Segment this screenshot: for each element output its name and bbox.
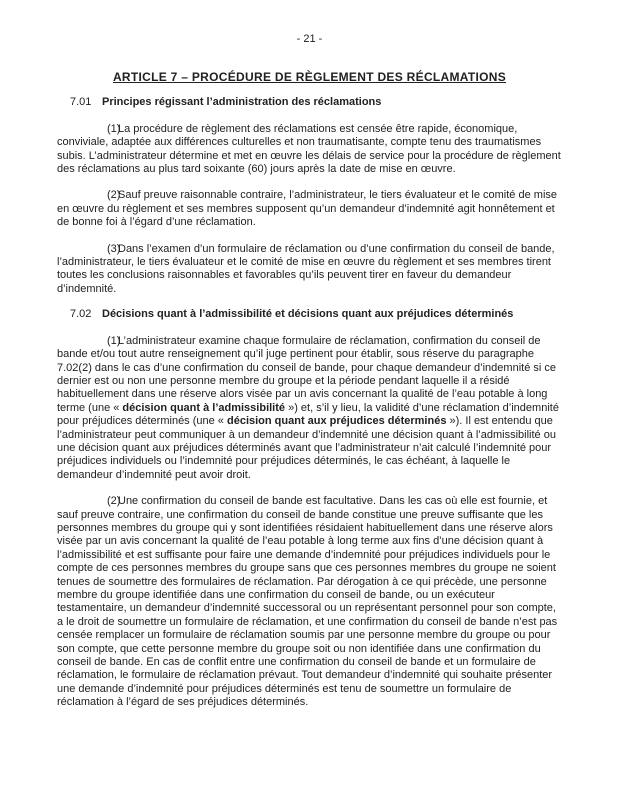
paragraph-text: Une confirmation du conseil de bande est facultative. Dans les cas où elle est fournie, et sauf preuve contraire, une confirmation du conseil de bande constitue une preuve suffisante que les personnes membres du groupe qui y sont identifiées résidaient habituellement dans une réserve alors visée par un avis concernant la qualité de l’eau potable à long terme aux fins d’une décision quant à l’admissibilité et est suffisante pour faire une demande d’indemnité pour préjudices individuels pour le compte de ces personnes membres du groupe sans que ces personnes membres du groupe ne soient tenues de soumettre des formulaires de réclamation. Par dérogation à ce qui précède, une personne membre du groupe identifiée dans une confirmation du conseil de bande, ou un exécuteur testamentaire, un demandeur d’indemnité successoral ou un représentant personnel pour son compte, a le droit de soumettre un formulaire de réclamation, et une confirmation du conseil de bande n’est pas censée remplacer un formulaire de réclamation soumis par une personne membre du groupe ou pour son compte, que cette personne membre du groupe soit ou non identifiée dans une confirmation du conseil de bande. En cas de conflit entre une confirmation du conseil de bande et un formulaire de réclamation, le formulaire de réclamation prévaut. Tout demandeur d’indemnité qui souhaite présenter une demande d’indemnité pour préjudices déterminés est tenu de soumettre un formulaire de réclamation à l’égard de ses préjudices déterminés. — [57, 495, 558, 709]
defined-term-decision-admissibilite: décision quant à l’admissibilité — [122, 401, 286, 414]
section-heading-row — [70, 96, 562, 109]
paragraph-run: ») et, s’il y lieu, la validité d’une réclamation d’indemnité pour préjudices déterminés (une « — [57, 401, 559, 428]
paragraph-number: (2) — [107, 189, 121, 202]
section-number: 7.02 — [70, 308, 92, 321]
paragraph-run: »). Il est entendu que l’administrateur peut communiquer à un demandeur d’indemnité une décision quant à l’admissibilité ou une décision quant aux préjudices déterminés avant que l’administrateur n’ait calculé l’indemnité pour préjudices individuels ou l’indemnité pour préjudices déterminés, le cas échéant, à laquelle le demandeur d’indemnité peut avoir droit. — [57, 415, 556, 481]
section-number: 7.01 — [70, 96, 92, 109]
paragraph-text: Sauf preuve raisonnable contraire, l’administrateur, le tiers évaluateur et le comité de mise en œuvre du règlement et ses membres supposent qu’un demandeur d’indemnité agit honnêtement et de bonne foi à l’égard d’une réclamation. — [57, 189, 558, 229]
paragraph-text: La procédure de règlement des réclamations est censée être rapide, économique, conviviale, adaptée aux différences culturelles et non traumatisante, compte tenu des traumatismes subis. L’administrateur détermine et met en œuvre les délais de service pour la procédure de règlement des réclamations au plus tard soixante (60) jours après la date de mise en œuvre. — [57, 122, 561, 176]
section-7-01 — [57, 96, 562, 296]
paragraph-text: Dans l’examen d’un formulaire de réclamation ou d’une confirmation du conseil de bande, l’administrateur, le tiers évaluateur et le comité de mise en œuvre du règlement et ses membres tirent toutes les conclusions raisonnables et favorables qu’ils peuvent tirer en faveur du demandeur d’indemnité. — [57, 242, 555, 295]
paragraph-7-02-1 — [57, 335, 562, 482]
paragraph-7-01-2 — [57, 189, 562, 229]
section-heading: Principes régissant l’administration des réclamations — [102, 96, 382, 109]
section-heading: Décisions quant à l’admissibilité et décisions quant aux préjudices déterminés — [102, 308, 514, 321]
paragraph-7-01-1 — [57, 123, 562, 177]
article-title: ARTICLE 7 – PROCÉDURE DE RÈGLEMENT DES RÉCLAMATIONS — [112, 70, 507, 85]
paragraph-number: (1) — [107, 122, 121, 135]
section-7-02 — [57, 308, 562, 709]
paragraph-7-02-2 — [57, 495, 562, 710]
page-number: - 21 - — [296, 33, 323, 45]
paragraph-number: (2) — [107, 495, 121, 508]
section-heading-row — [70, 308, 562, 321]
paragraph-number: (3) — [107, 242, 121, 255]
paragraph-number: (1) — [107, 334, 121, 347]
defined-term-decision-prejudices: décision quant aux préjudices déterminés — [226, 415, 447, 428]
paragraph-7-01-3 — [57, 243, 562, 297]
paragraph-run: L’administrateur examine chaque formulaire de réclamation, confirmation du conseil de bande et/ou tout autre renseignement qu’il juge pertinent pour établir, sous réserve du paragraphe 7.02(2) dans le cas d’une confirmation du conseil de bande, pour chaque demandeur d’indemnité si ce dernier est ou non une personne membre du groupe et la période pendant laquelle il a résidé habituellement dans une réserve alors visée par un avis concernant la qualité de l’eau potable à long terme (une « — [57, 334, 556, 414]
